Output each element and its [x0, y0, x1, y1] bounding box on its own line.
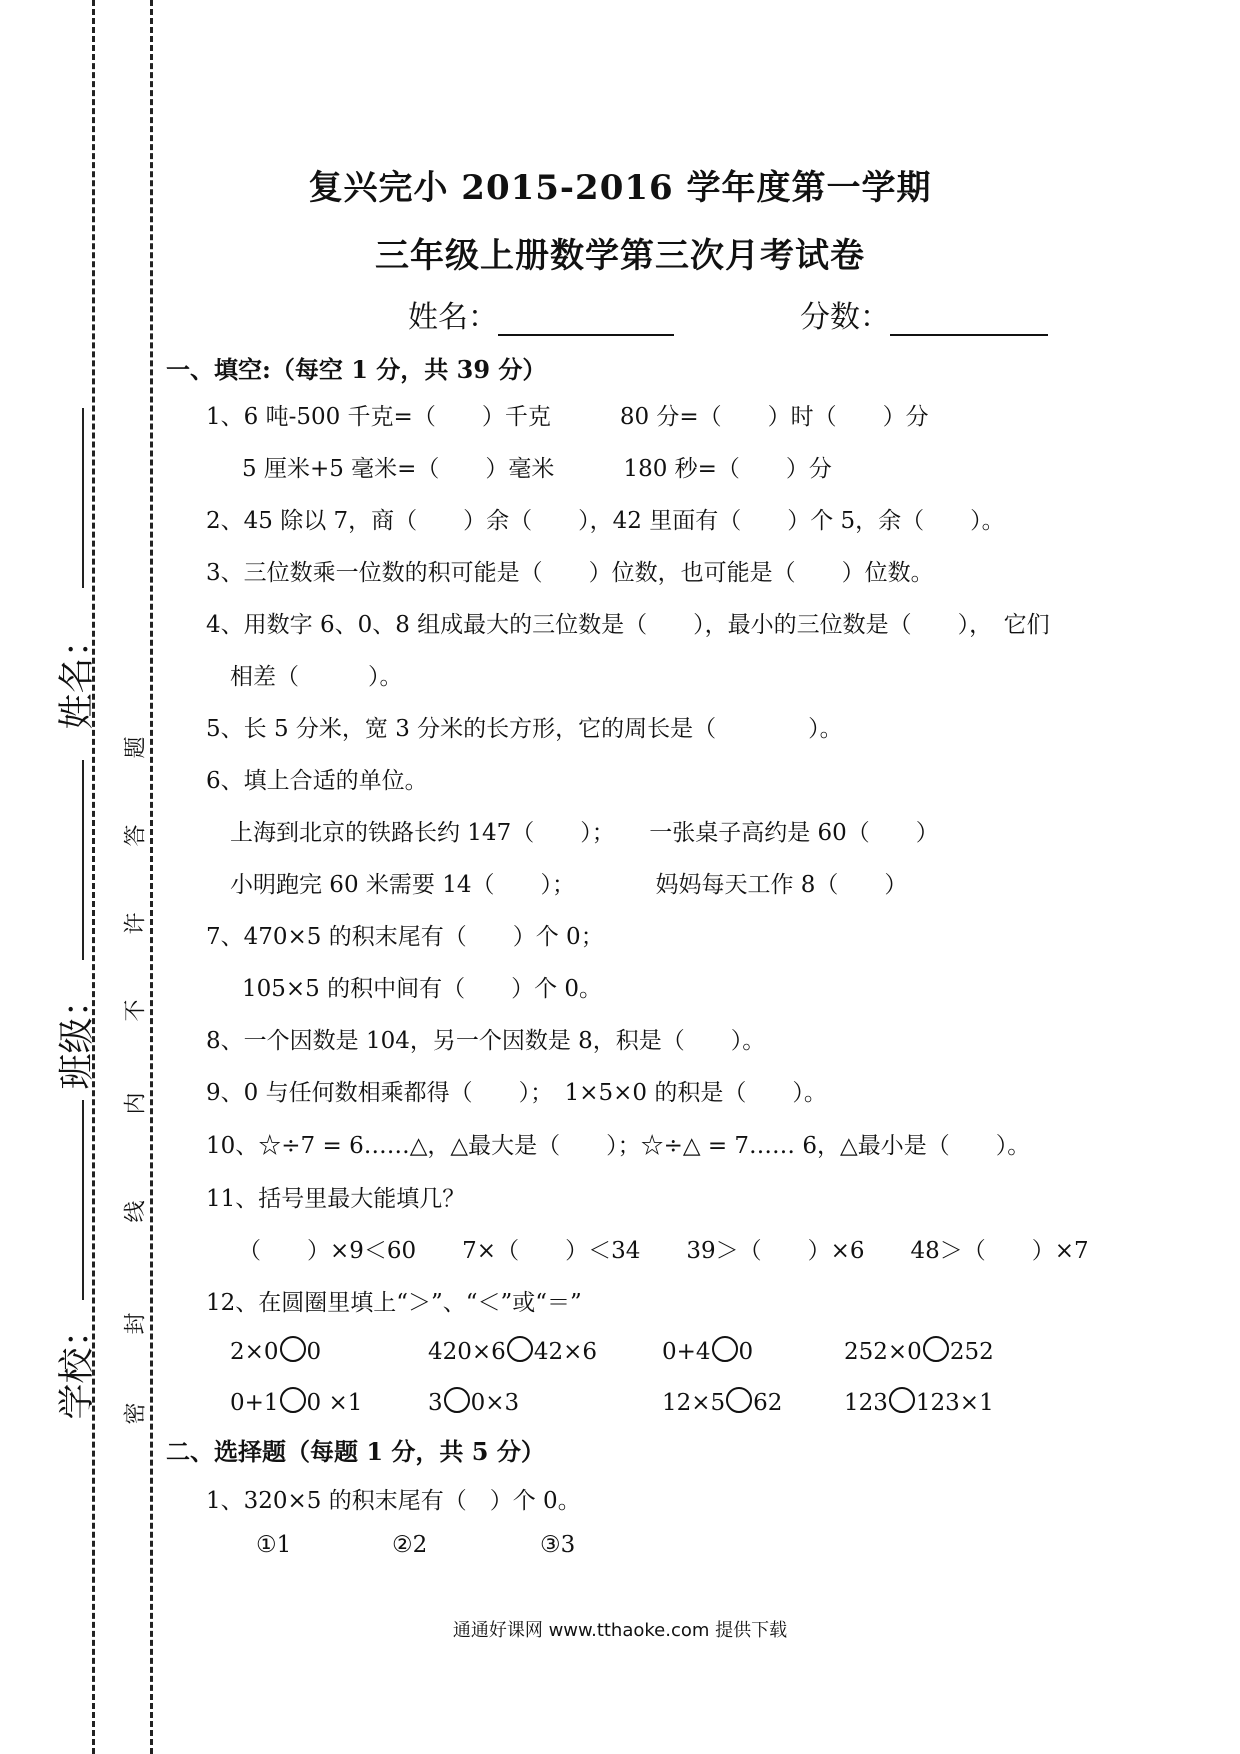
- name-label: 姓名：: [408, 300, 498, 335]
- question-line: 5 厘米+5 毫米=（ ）毫米 180 秒=（ ）分: [242, 456, 832, 482]
- class-blank-line: [82, 760, 84, 960]
- compare-item: 0+4 0: [662, 1336, 753, 1365]
- question-line: （ ）×9＜60 7×（ ）＜34 39＞（ ）×6 48＞（ ）×7: [238, 1238, 1089, 1264]
- compare-item: 123 123×1: [844, 1387, 994, 1416]
- margin-class-label: 班级：: [56, 981, 98, 1090]
- seal-char: 题: [123, 736, 149, 759]
- seal-char: 不: [123, 999, 149, 1022]
- question-line: 1、6 吨-500 千克=（ ）千克 80 分=（ ）时（ ）分: [206, 404, 929, 430]
- choice-question: 1、320×5 的积末尾有（ ）个 0。: [206, 1488, 581, 1514]
- score-label: 分数：: [800, 300, 890, 335]
- compare-item: 12×5 62: [662, 1387, 782, 1416]
- choice-option[interactable]: ①1: [256, 1532, 292, 1558]
- school-blank-line: [82, 1100, 84, 1300]
- compare-item: 420×6 42×6: [428, 1336, 597, 1365]
- choice-option[interactable]: ②2: [392, 1532, 428, 1558]
- margin-school-label: 学校：: [56, 1311, 98, 1420]
- question-line: 11、括号里最大能填几？: [206, 1186, 466, 1212]
- exam-title-line2: 三年级上册数学第三次月考试卷: [375, 236, 865, 276]
- seal-char: 密: [123, 1402, 149, 1425]
- question-line: 9、0 与任何数相乘都得（ ）； 1×5×0 的积是（ ）。: [206, 1080, 827, 1106]
- section1-heading: 一、填空:（每空 1 分，共 39 分）: [166, 355, 547, 384]
- name-blank[interactable]: [498, 304, 674, 336]
- compare-item: 3 0×3: [428, 1387, 519, 1416]
- compare-item: 252×0 252: [844, 1336, 994, 1365]
- compare-circle[interactable]: [280, 1387, 306, 1413]
- compare-item: 0+1 0 ×1: [230, 1387, 362, 1416]
- question-line: 2、45 除以 7，商（ ）余（ ），42 里面有（ ）个 5，余（ ）。: [206, 508, 1005, 534]
- compare-circle[interactable]: [726, 1387, 752, 1413]
- compare-item: 2×0 0: [230, 1336, 321, 1365]
- compare-circle[interactable]: [507, 1336, 533, 1362]
- seal-char: 封: [123, 1312, 149, 1335]
- question-line: 相差（ ）。: [230, 664, 403, 690]
- compare-circle[interactable]: [889, 1387, 915, 1413]
- seal-char: 答: [123, 824, 149, 847]
- footer-source: 通通好课网 www.tthaoke.com 提供下载: [452, 1620, 788, 1641]
- score-field[interactable]: [800, 292, 1048, 336]
- question-line: 105×5 的积中间有（ ）个 0。: [242, 976, 603, 1002]
- compare-circle[interactable]: [712, 1336, 738, 1362]
- question-line: 小明跑完 60 米需要 14（ ）； 妈妈每天工作 8（ ）: [230, 872, 908, 898]
- student-name-field[interactable]: [408, 292, 674, 336]
- question-line: 7、470×5 的积末尾有（ ）个 0；: [206, 924, 604, 950]
- question-line: 3、三位数乘一位数的积可能是（ ）位数，也可能是（ ）位数。: [206, 560, 934, 586]
- compare-circle[interactable]: [923, 1336, 949, 1362]
- seal-char: 许: [123, 912, 149, 935]
- question-line: 8、一个因数是 104，另一个因数是 8，积是（ ）。: [206, 1028, 766, 1054]
- seal-char: 线: [123, 1200, 149, 1223]
- question-line: 上海到北京的铁路长约 147（ ）； 一张桌子高约是 60（ ）: [230, 820, 939, 846]
- choice-option[interactable]: ③3: [540, 1532, 576, 1558]
- score-blank[interactable]: [890, 304, 1048, 336]
- question-line: 4、用数字 6、0、8 组成最大的三位数是（ ），最小的三位数是（ ）， 它们: [206, 612, 1050, 638]
- section2-heading: 二、选择题（每题 1 分，共 5 分）: [166, 1437, 545, 1466]
- compare-circle[interactable]: [444, 1387, 470, 1413]
- question-line: 5、长 5 分米，宽 3 分米的长方形，它的周长是（ ）。: [206, 716, 843, 742]
- name-blank-line: [82, 408, 84, 588]
- compare-circle[interactable]: [280, 1336, 306, 1362]
- question-line: 10、☆÷7 = 6……△，△最大是（ ）；☆÷△ = 7…… 6，△最小是（ ）。: [206, 1133, 1031, 1159]
- margin-name-label: 姓名：: [56, 621, 98, 730]
- exam-title-line1: 复兴完小 2015-2016 学年度第一学期: [308, 168, 932, 208]
- question-line: 12、在圆圈里填上“＞”、“＜”或“＝”: [206, 1290, 582, 1316]
- seal-char: 内: [123, 1092, 149, 1115]
- question-line: 6、填上合适的单位。: [206, 768, 428, 794]
